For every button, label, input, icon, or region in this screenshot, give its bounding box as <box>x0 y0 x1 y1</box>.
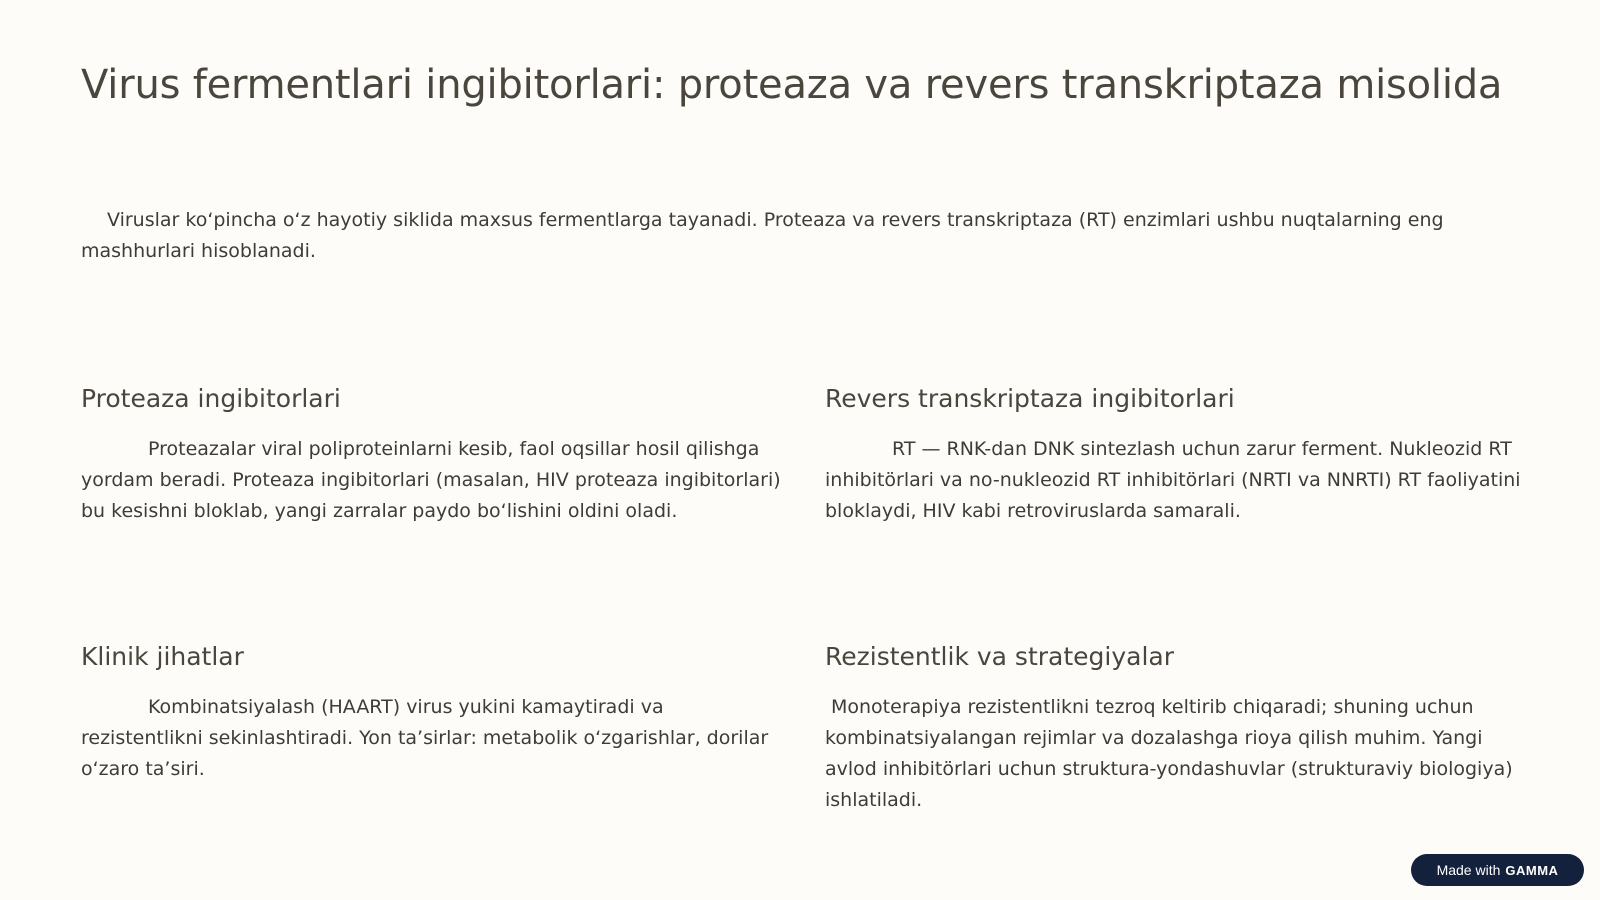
made-with-gamma-button[interactable] <box>1411 854 1584 886</box>
intro-paragraph: Viruslar ko‘pincha o‘z hayotiy siklida maxsus fermentlarga tayanadi. Proteaza va revers transkriptaza (RT) enzimlari ushbu nuqtalarning eng mashhurlari hisoblanadi. <box>81 209 1444 262</box>
card-clinical-aspects <box>81 641 781 785</box>
card-heading: Rezistentlik va strategiyalar <box>825 642 1175 671</box>
slide-title: Virus fermentlari ingibitorlari: proteaza va revers transkriptaza misolida <box>81 62 1503 108</box>
card-resistance-strategies <box>825 641 1525 816</box>
card-heading: Proteaza ingibitorlari <box>81 384 341 413</box>
card-heading: Revers transkriptaza ingibitorlari <box>825 384 1235 413</box>
badge-prefix: Made with <box>1436 862 1501 878</box>
card-rt-inhibitors <box>825 383 1525 527</box>
card-body: Proteazalar viral poliproteinlarni kesib, faol oqsillar hosil qilishga yordam beradi. Proteaza ingibitorlari (masalan, HIV proteaza ingibitorlari) bu kesishni bloklab, yangi zarralar paydo bo‘lishini oldini oladi. <box>81 438 781 522</box>
gamma-logo: GAMMA <box>1505 862 1559 878</box>
card-body: Kombinatsiyalash (HAART) virus yukini kamaytiradi va rezistentlikni sekinlashtiradi. Yon ta’sirlar: metabolik o‘zgarishlar, dorilar o‘zaro ta’siri. <box>81 696 769 780</box>
card-body: RT — RNK-dan DNK sintezlash uchun zarur ferment. Nukleozid RT inhibitörlari va no-nukleozid RT inhibitörlari (NRTI va NNRTI) RT faoliyatini bloklaydi, HIV kabi retroviruslarda samarali. <box>825 438 1521 522</box>
card-heading: Klinik jihatlar <box>81 642 244 671</box>
card-body: Monoterapiya rezistentlikni tezroq keltirib chiqaradi; shuning uchun kombinatsiyalangan rejimlar va dozalashga rioya qilish muhim. Yangi avlod inhibitörlari uchun struktura-yondashuvlar (strukturaviy biologiya) ishlatiladi. <box>825 696 1513 811</box>
card-protease-inhibitors <box>81 383 781 527</box>
